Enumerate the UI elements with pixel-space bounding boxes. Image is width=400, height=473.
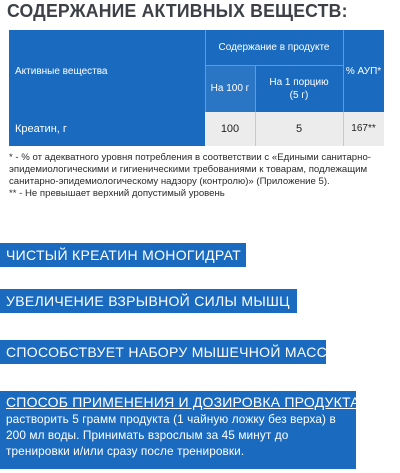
banner-muscle-mass-text: СПОСОБСТВУЕТ НАБОРУ МЫШЕЧНОЙ МАССЫ: [6, 344, 340, 360]
header-portion-line2: (5 г): [289, 89, 309, 101]
cell-per-portion-value: 5: [295, 123, 303, 135]
header-portion-line1: На 1 порцию: [269, 76, 329, 88]
banner-explosive-strength: [0, 289, 297, 313]
banner-pure-creatine: [0, 243, 246, 267]
header-content: [205, 30, 343, 65]
usage-title: СПОСОБ ПРИМЕНЕНИЯ И ДОЗИРОВКА ПРОДУКТА:: [6, 394, 364, 410]
divider: [205, 65, 343, 66]
usage-text: растворить 5 грамм продукта (1 чайную ложку без верха) в 200 мл воды. Принимать взрослым за 45 минут до тренировки и/или сразу после тренировки.: [6, 412, 336, 458]
banner-muscle-mass: [0, 340, 340, 364]
banner-explosive-strength-text: УВЕЛИЧЕНИЕ ВЗРЫВНОЙ СИЛЫ МЫШЦ: [6, 293, 290, 309]
header-active-label: Активные вещества: [15, 65, 108, 77]
cell-aup-value: 167**: [351, 123, 376, 134]
header-aup-label: % АУП*: [345, 65, 382, 77]
header-per-portion-label: [269, 76, 328, 102]
table-cell-per-portion: [255, 112, 343, 146]
table-cell-aup: [343, 112, 384, 146]
footnote-upper-limit: ** - Не превышает верхний допустимый уровень: [9, 188, 225, 199]
footnotes: [9, 152, 394, 200]
table-row-name: [9, 112, 205, 146]
usage-block: [0, 391, 364, 469]
row-name-text: Креатин, г: [15, 123, 67, 135]
divider: [255, 112, 256, 146]
table-cell-per-100g: [205, 112, 255, 146]
header-per-100g: [205, 65, 255, 112]
divider: [343, 30, 344, 112]
header-active-substances: [9, 30, 205, 112]
cell-per-100g-value: 100: [220, 123, 240, 135]
header-aup: [343, 30, 384, 112]
divider: [205, 30, 206, 112]
divider: [343, 112, 344, 146]
divider: [255, 65, 256, 112]
banner-pure-creatine-text: ЧИСТЫЙ КРЕАТИН МОНОГИДРАТ: [6, 247, 241, 263]
page-title: СОДЕРЖАНИЕ АКТИВНЫХ ВЕЩЕСТВ:: [7, 1, 348, 21]
header-content-label: Содержание в продукте: [218, 42, 330, 53]
header-per-100g-label: На 100 г: [210, 83, 250, 94]
active-substances-table: [9, 30, 384, 146]
footnote-aup: * - % от адекватного уровня потребления в соответствии с «Едиными санитарно-эпидемиологическими и гигиеническими требованиями к товарам, подлежащим санитарно-эпидемиологическому надзору (контролю)» (Приложение 5).: [9, 152, 371, 187]
header-per-portion: [255, 65, 343, 112]
